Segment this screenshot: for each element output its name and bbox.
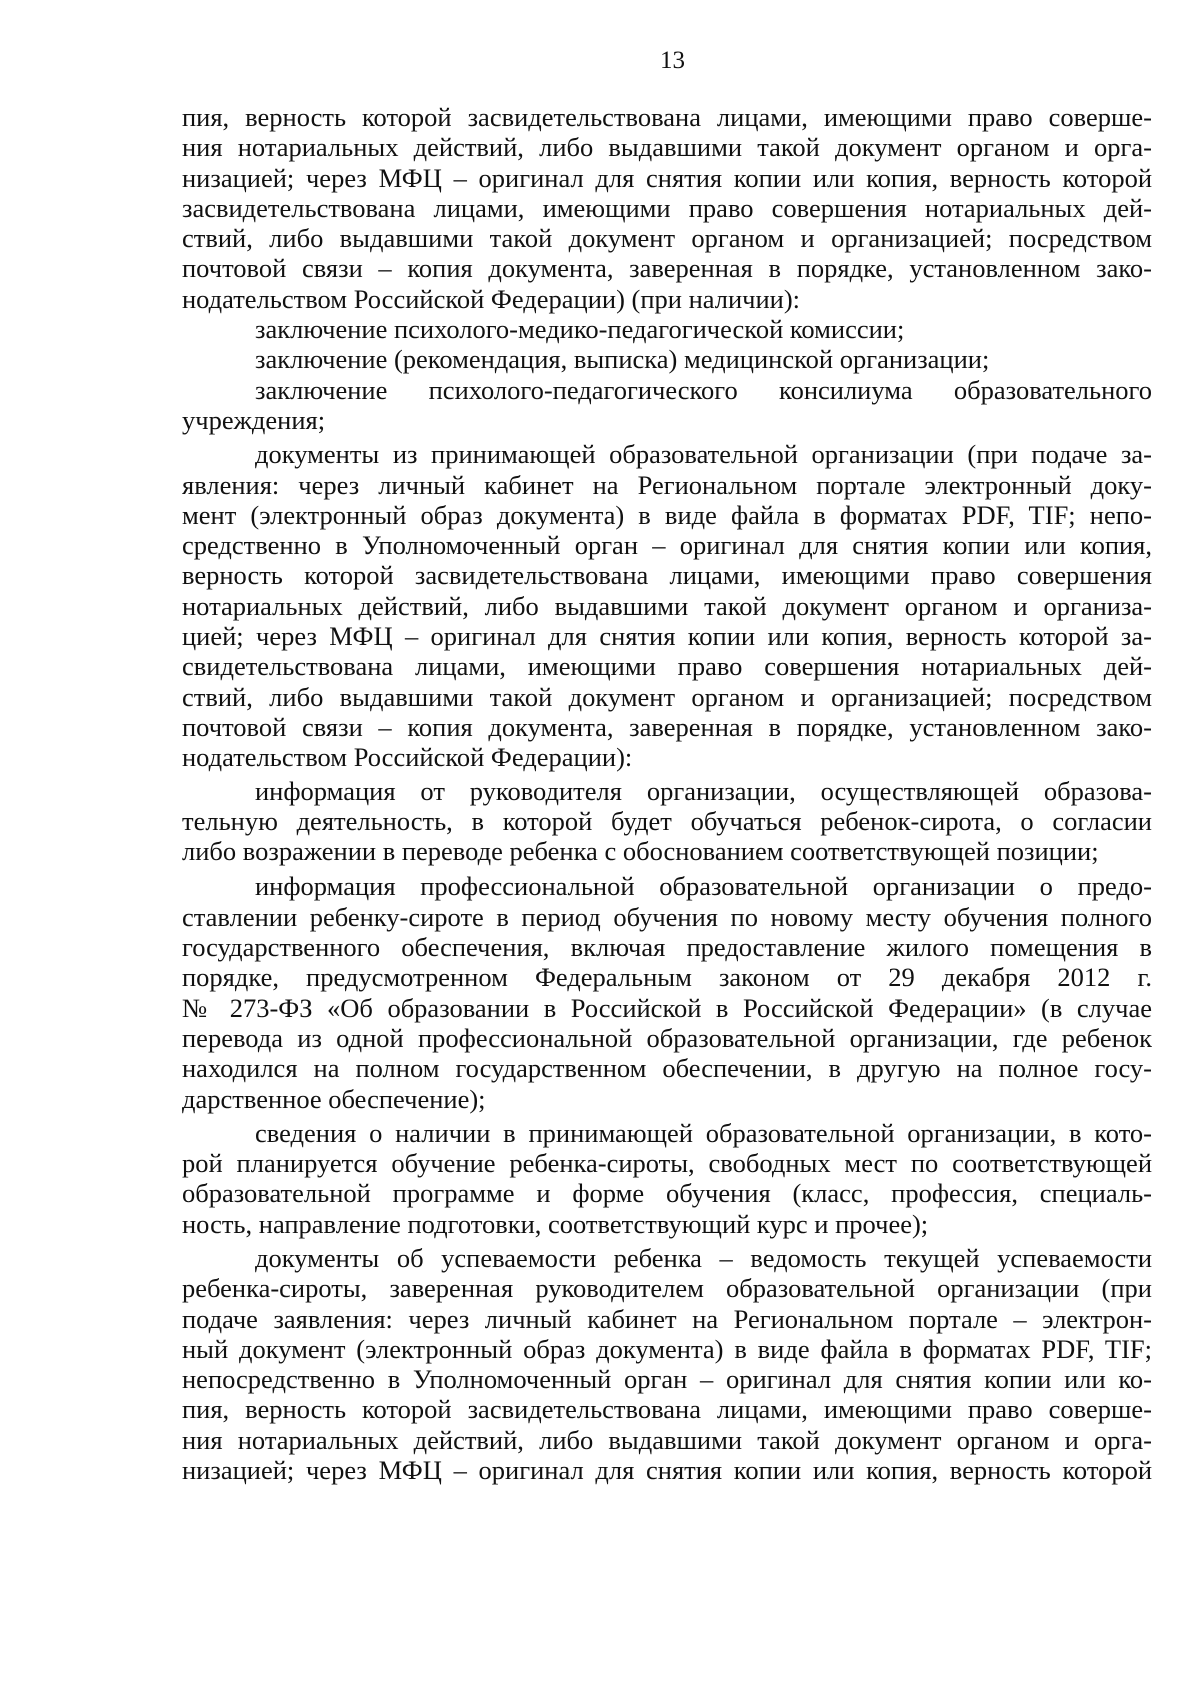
page-number: 13 (660, 47, 685, 74)
text-line: свидетельствована лицами, имеющими право совершения нотариальных дей- (182, 651, 1152, 682)
text-line: порядке, предусмотренном Федеральным законом от 29 декабря 2012 г. (182, 962, 1152, 993)
text-line: пия, верность которой засвидетельствована лицами, имеющими право соверше- (182, 102, 1152, 132)
text-line: мент (электронный образ документа) в виде файла в форматах PDF, TIF; непо- (182, 499, 1152, 530)
paragraph (182, 776, 1152, 867)
text-line: ный документ (электронный образ документа) в виде файла в форматах PDF, TIF; (182, 1333, 1152, 1364)
text-line: заключение (рекомендация, выписка) медицинской организации; (255, 344, 990, 375)
text-line: ность, направление подготовки, соответствующий курс и прочее); (182, 1208, 929, 1239)
text-line: тельную деятельность, в которой будет обучаться ребенок-сирота, о согласии (182, 805, 1152, 836)
text-line: информация от руководителя организации, осуществляющей образова- (255, 775, 1152, 806)
text-line: учреждения; (182, 404, 326, 435)
text-line: рой планируется обучение ребенка-сироты, свободных мест по соответствующей (182, 1148, 1152, 1179)
paragraph (182, 871, 1152, 1113)
text-line: ставлении ребенку-сироте в период обучения по новому месту обучения полного (182, 901, 1152, 932)
paragraph (182, 1118, 1152, 1239)
paragraph (182, 375, 1152, 436)
text-line: информация профессиональной образовательной организации о предо- (255, 871, 1152, 902)
paragraph (182, 344, 1152, 374)
text-line: государственного обеспечения, включая предоставление жилого помещения в (182, 932, 1152, 963)
text-line: ствий, либо выдавшими такой документ органом и организацией; посредством (182, 223, 1152, 254)
text-line: находился на полном государственном обеспечении, в другую на полное госу- (182, 1053, 1152, 1084)
text-line: почтовой связи – копия документа, заверенная в порядке, установленном зако- (182, 711, 1152, 742)
text-line: ния нотариальных действий, либо выдавшими такой документ органом и орга- (182, 1424, 1152, 1455)
text-line: нотариальных действий, либо выдавшими такой документ органом и организа- (182, 590, 1152, 621)
text-line: почтовой связи – копия документа, заверенная в порядке, установленном зако- (182, 253, 1152, 284)
text-line: низацией; через МФЦ – оригинал для снятия копии или копия, верность которой (182, 1455, 1152, 1486)
text-line: непосредственно в Уполномоченный орган – оригинал для снятия копии или ко- (182, 1364, 1152, 1395)
text-line: засвидетельствована лицами, имеющими право совершения нотариальных дей- (182, 192, 1152, 223)
text-line: средственно в Уполномоченный орган – оригинал для снятия копии или копия, (182, 530, 1152, 561)
paragraph (182, 314, 1152, 344)
paragraph (182, 102, 1152, 314)
paragraph (182, 439, 1152, 772)
text-line: подаче заявления: через личный кабинет на Региональном портале – электрон- (182, 1303, 1152, 1334)
text-line: документы из принимающей образовательной организации (при подаче за- (255, 439, 1152, 470)
text-line: перевода из одной профессиональной образовательной организации, где ребенок (182, 1022, 1152, 1053)
text-line: цией; через МФЦ – оригинал для снятия копии или копия, верность которой за- (182, 621, 1152, 652)
document-body (182, 102, 1152, 1485)
text-line: ния нотариальных действий, либо выдавшими такой документ органом и орга- (182, 132, 1152, 163)
text-line: сведения о наличии в принимающей образовательной организации, в кото- (255, 1117, 1152, 1148)
text-line: пия, верность которой засвидетельствована лицами, имеющими право соверше- (182, 1394, 1152, 1425)
text-line: № 273-ФЗ «Об образовании в Российской в Российской Федерации» (в случае (182, 992, 1152, 1023)
text-line: ствий, либо выдавшими такой документ органом и организацией; посредством (182, 681, 1152, 712)
paragraph (182, 1243, 1152, 1485)
text-line: документы об успеваемости ребенка – ведомость текущей успеваемости (255, 1242, 1152, 1273)
text-line: заключение психолого-педагогического консилиума образовательного (255, 374, 1152, 405)
text-line: нодательством Российской Федерации): (182, 742, 633, 773)
text-line: ребенка-сироты, заверенная руководителем образовательной организации (при (182, 1273, 1152, 1304)
text-line: верность которой засвидетельствована лицами, имеющими право совершения (182, 560, 1152, 591)
text-line: низацией; через МФЦ – оригинал для снятия копии или копия, верность которой (182, 162, 1152, 193)
text-line: образовательной программе и форме обучения (класс, профессия, специаль- (182, 1178, 1152, 1209)
text-line: заключение психолого-медико-педагогической комиссии; (255, 314, 905, 345)
text-line: нодательством Российской Федерации) (при наличии): (182, 283, 801, 314)
text-line: либо возражении в переводе ребенка с обоснованием соответствующей позиции; (182, 836, 1099, 867)
text-line: явления: через личный кабинет на Региональном портале электронный доку- (182, 469, 1152, 500)
text-line: дарственное обеспечение); (182, 1083, 486, 1114)
